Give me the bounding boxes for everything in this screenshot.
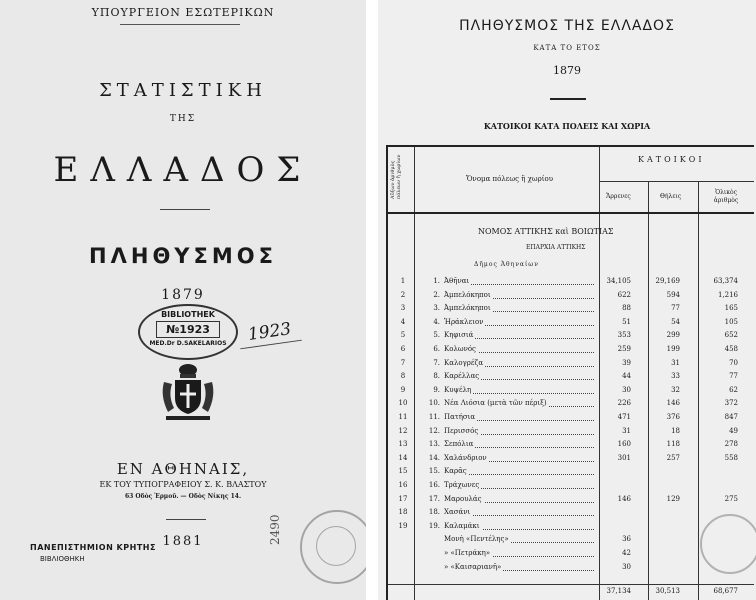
row-index: 12 [398,426,408,435]
total-cell: 62 [729,385,738,394]
place-name: Ἀθῆναι [444,277,470,285]
place-name: Χασάνι [444,508,471,517]
stamp-inner-ring [316,526,356,566]
place-name: Ἡράκλειον [444,317,484,326]
females-cell: 77 [671,304,680,313]
table-row [388,291,754,302]
males-cell: 88 [622,304,631,313]
stamp-text-top: BIBLIOTHEK [161,310,215,319]
stamp-number: №1923 [156,321,220,338]
row-subindex: 13. [428,440,440,449]
table-row [388,495,754,506]
table-row [388,372,754,383]
total-cell: 63,374 [713,277,738,285]
row-subindex: 11. [428,413,440,421]
table-row [388,345,754,356]
females-cell: 146 [666,399,680,408]
males-cell: 259 [617,345,631,353]
place-name: Κολωνός [444,345,476,353]
row-index: 7 [400,358,406,367]
total-all: 68,677 [713,587,738,595]
males-cell: 36 [622,535,631,544]
city-line: ΕΝ ΑΘΗΝΑΙΣ, [116,460,250,478]
table-row [388,359,754,370]
row-subindex: 6. [433,345,440,353]
total-cell: 49 [729,426,738,435]
place-name: Καρέλλας [444,372,480,381]
row-index: 3 [400,304,406,313]
males-cell: 160 [617,440,631,449]
place-name: Μονὴ «Πεντέλης» [444,535,509,544]
table-row [388,304,754,315]
page-title: ΠΛΗΘΥΣΜΟΣ ΤΗΣ ΕΛΛΑΔΟΣ [459,18,675,34]
row-index: 4 [400,317,406,326]
row-index: 10 [398,399,408,408]
row-index: 14 [398,453,408,462]
row-index: 2 [400,290,406,299]
table-row [388,563,754,574]
place-name: Τράχωνες [444,481,480,489]
printer-line: ΕΚ ΤΟΥ ΤΥΠΟΓΡΑΦΕΙΟΥ Σ. Κ. ΒΛΑΣΤΟΥ [99,480,267,489]
row-index: 9 [400,385,406,394]
table-row [388,508,754,519]
table-row [388,318,754,329]
table-row [388,481,754,492]
total-females: 30,513 [655,587,680,595]
library-stamp [138,304,238,360]
total-cell: 652 [724,331,738,340]
males-cell: 30 [622,562,631,571]
place-name: Πατήσια [444,413,476,421]
total-cell: 1,216 [717,290,738,299]
row-subindex: 16. [428,481,440,489]
library-stamp-line2: ΒΙΒΛΙΟΘΗΚΗ [40,555,85,563]
table-row [388,413,754,424]
row-subindex: 5. [433,331,440,340]
place-name: Σεπόλια [444,440,474,449]
population-table [386,145,754,600]
table-row [388,454,754,465]
row-index: 11 [398,413,408,421]
place-name: » «Πετράκη» [444,549,491,557]
column-header-males: Ἄρρενες [606,193,631,200]
row-subindex: 19. [428,521,440,530]
column-header-name: Ὄνομα πόλεως ἢ χωρίου [466,175,553,183]
males-cell: 301 [617,453,631,462]
total-cell: 558 [724,453,738,462]
publication-year: 1881 [162,534,204,549]
title-tis: ΤΗΣ [169,114,197,124]
place-name: Καρᾶς [444,467,467,476]
females-cell: 29,169 [655,277,680,285]
males-cell: 34,105 [606,277,631,285]
row-subindex: 10. [428,399,440,408]
total-cell: 77 [729,372,738,381]
row-subindex: 14. [428,453,440,462]
ministry-heading: ΥΠΟΥΡΓΕΙΟΝ ΕΣΩΤΕΡΙΚΩΝ [91,6,275,19]
place-name: » «Καισαριανῆ» [444,562,502,571]
males-cell: 51 [622,317,631,326]
females-cell: 299 [666,331,680,340]
females-cell: 257 [666,453,680,462]
females-cell: 129 [666,494,680,503]
row-subindex: 7. [433,358,440,367]
males-cell: 471 [617,413,631,421]
total-cell: 275 [724,494,738,503]
library-number: 2490 [268,514,282,545]
divider [160,209,210,210]
females-cell: 118 [666,440,680,449]
place-name: Περισσός [444,426,479,435]
table-row [388,440,754,451]
total-cell: 105 [724,317,738,326]
place-name: Κηφισιά [444,331,474,340]
row-index: 17 [398,494,408,503]
total-cell: 372 [724,399,738,408]
divider [120,24,240,25]
place-name: Κυψέλη [444,385,472,394]
females-cell: 32 [671,385,680,394]
males-cell: 30 [622,385,631,394]
place-name: Ἀμπελόκηποι [444,290,491,299]
table-row [388,331,754,342]
table-row [388,399,754,410]
table-row [388,427,754,438]
females-cell: 31 [671,358,680,367]
total-cell: 278 [724,440,738,449]
females-cell: 33 [671,372,680,381]
title-ellados: ΕΛΛΑΔΟΣ [53,150,313,190]
row-subindex: 9. [433,385,440,394]
row-index: 18 [398,508,408,517]
round-library-stamp [300,510,366,584]
handwritten-number: 1923 [246,319,293,345]
eparchia-heading: ΕΠΑΡΧΙΑ ΑΤΤΙΚΗΣ [526,244,586,251]
row-index: 16 [398,481,408,489]
column-header-total: Ὁλικὸς ἀριθμὸς [713,189,739,204]
row-index: 13 [398,440,408,449]
table-row [388,386,754,397]
row-index: 8 [400,372,406,381]
place-name: Καλαμάκι [444,521,480,530]
table-row [388,522,754,533]
females-cell: 54 [671,317,680,326]
divider [166,519,206,520]
place-name: Καλογρέζα [444,358,484,367]
title-page [0,0,366,600]
males-cell: 353 [617,331,631,340]
census-year: 1879 [161,287,205,303]
row-index: 5 [400,331,406,340]
round-library-stamp [700,514,756,574]
row-subindex: 2. [433,290,440,299]
library-stamp-line1: ΠΑΝΕΠΙΣΤΗΜΙΟΝ ΚΡΗΤΗΣ [30,543,156,552]
total-males: 37,134 [606,587,631,595]
total-cell: 847 [724,413,738,421]
row-subindex: 17. [428,494,440,503]
row-subindex: 3. [433,304,440,313]
row-subindex: 15. [428,467,440,476]
males-cell: 39 [622,358,631,367]
males-cell: 31 [622,426,631,435]
page-year: 1879 [553,64,581,77]
column-header-females: Θήλεις [660,193,682,200]
row-subindex: 4. [433,317,440,326]
row-index: 15 [398,467,408,476]
place-name: Χαλάνδριον [444,453,487,462]
females-cell: 199 [666,345,680,353]
row-index: 6 [400,345,406,353]
males-cell: 622 [617,290,631,299]
title-statistiki: ΣΤΑΤΙΣΤΙΚΗ [99,80,267,101]
table-page [378,0,756,600]
demos-heading: Δῆμος Ἀθηναίων [474,261,539,268]
page-subtitle: ΚΑΤΑ ΤΟ ΕΤΟΣ [533,44,601,52]
females-cell: 376 [666,413,680,421]
males-cell: 226 [617,399,631,408]
column-header-group: ΚΑΤΟΙΚΟΙ [638,155,705,164]
subject-heading: ΠΛΗΘΥΣΜΟΣ [89,244,277,268]
section-heading: ΚΑΤΟΙΚΟΙ ΚΑΤΑ ΠΟΛΕΙΣ ΚΑΙ ΧΩΡΙΑ [483,121,651,131]
table-row [388,467,754,478]
place-name: Ἀμπελόκηποι [444,304,491,313]
table-row [388,277,754,288]
total-cell: 458 [724,345,738,353]
males-cell: 42 [622,549,631,557]
row-subindex: 12. [428,426,440,435]
males-cell: 44 [622,372,631,381]
row-subindex: 18. [428,508,440,517]
place-name: Μαρουλάς [444,494,482,503]
row-subindex: 1. [433,277,440,285]
total-cell: 70 [729,358,738,367]
column-header-number: Αὔξων ἀριθμὸς πόλεων ἢ χωρίων [390,154,402,199]
address-line: 63 Οδὸς Ἑρμοῦ. — Οδὸς Νίκης 14. [124,493,242,500]
table-row [388,549,754,560]
row-index: 19 [398,521,408,530]
stamp-text-bottom: MED.Dr D.SAKELARIOS [149,340,227,347]
total-cell: 165 [724,304,738,313]
place-name: Νέα Λιόσια (μετὰ τῶν πέριξ) [444,399,547,408]
females-cell: 594 [666,290,680,299]
females-cell: 18 [671,426,680,435]
row-index: 1 [400,277,406,285]
row-subindex: 8. [433,372,440,381]
royal-coat-of-arms-icon [158,362,218,424]
nomos-heading: ΝΟΜΟΣ ΑΤΤΙΚΗΣ καὶ ΒΟΙΩΤΙΑΣ [478,227,614,236]
males-cell: 146 [617,494,631,503]
divider [550,98,586,100]
